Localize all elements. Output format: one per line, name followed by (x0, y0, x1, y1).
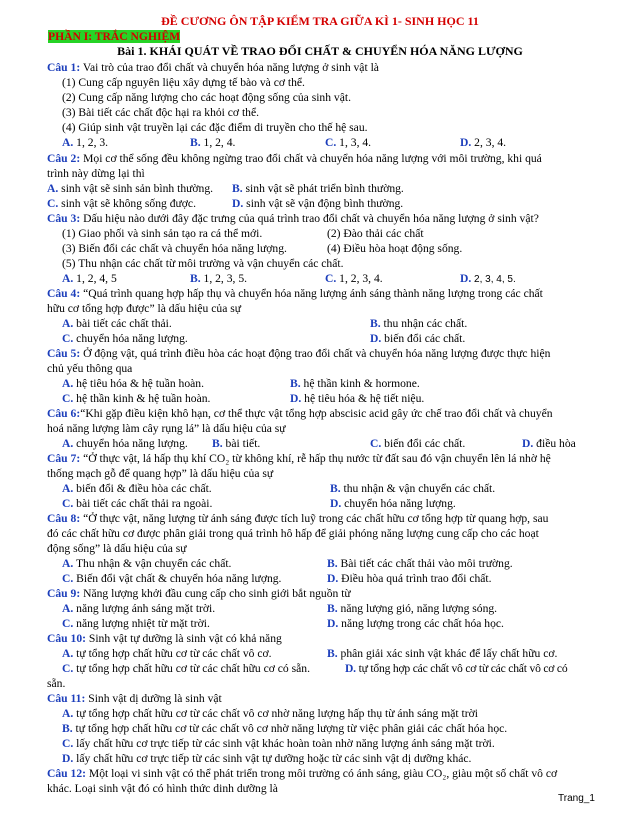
q9-option-b[interactable]: B. năng lượng gió, năng lượng sóng. (327, 602, 498, 615)
q2-option-a[interactable]: A. sinh vật sẽ sinh sản bình thường. (47, 182, 214, 195)
q8-option-a[interactable]: A. Thu nhận & vận chuyển các chất. (62, 557, 232, 570)
question-8-cont: đó các chất hữu cơ được phân giải trong quá trình hô hấp để giải phóng năng lượng cung cấp cho các hoạt (47, 527, 539, 540)
q6-option-d[interactable]: D. điều hòa (522, 437, 576, 450)
q2-option-c[interactable]: C. sinh vật sẽ không sống được. (47, 197, 196, 210)
q3-item-1: (1) Giao phối và sinh sản tạo ra cá thể mới. (62, 227, 263, 240)
q1-item-2: (2) Cung cấp năng lượng cho các hoạt động sống của sinh vật. (62, 91, 351, 104)
q8-option-c[interactable]: C. Biến đổi vật chất & chuyển hóa năng lượng. (62, 572, 282, 585)
question-10: Câu 10: Sinh vật tự dưỡng là sinh vật có khả năng (47, 632, 282, 645)
q6-option-c[interactable]: C. biến đổi các chất. (370, 437, 466, 450)
q1-option-c[interactable]: C. 1, 3, 4. (325, 136, 372, 149)
question-5: Câu 5: Ở động vật, quá trình điều hòa các hoạt động trao đổi chất và chuyển hóa năng lượng được thực hiện (47, 347, 551, 360)
q4-option-c[interactable]: C. chuyển hóa năng lượng. (62, 332, 188, 345)
q1-option-a[interactable]: A. 1, 2, 3. (62, 136, 109, 149)
q11-option-c[interactable]: C. lấy chất hữu cơ trực tiếp từ các sinh vật khác hoàn toàn nhờ năng lượng ánh sáng mặt trời. (62, 737, 495, 750)
q9-option-a[interactable]: A. năng lượng ánh sáng mặt trời. (62, 602, 216, 615)
q3-item-3: (3) Biến đổi các chất và chuyển hóa năng lượng. (62, 242, 287, 255)
q10-option-c[interactable]: C. tự tổng hợp chất hữu cơ từ các chất hữu cơ có sẵn. (62, 662, 310, 675)
lesson-title: Bài 1. KHÁI QUÁT VỀ TRAO ĐỔI CHẤT & CHUYỂN HÓA NĂNG LƯỢNG (117, 44, 523, 58)
question-3: Câu 3: Dấu hiệu nào dưới đây đặc trưng của quá trình trao đổi chất và chuyển hóa năng lượng ở sinh vật? (47, 212, 539, 225)
question-8-cont-2: động sống” là dấu hiệu của sự (47, 542, 187, 555)
q7-option-d[interactable]: D. chuyển hóa năng lượng. (330, 497, 456, 510)
q5-option-a[interactable]: A. hệ tiêu hóa & hệ tuần hoàn. (62, 377, 204, 390)
q9-option-d[interactable]: D. năng lượng trong các chất hóa học. (327, 617, 504, 630)
question-4-cont: hữu cơ tổng hợp được” là dấu hiệu của sự (47, 302, 242, 315)
q11-option-b[interactable]: B. tự tổng hợp chất hữu cơ từ các chất vô cơ nhờ năng lượng từ việc phân giải các chất hóa học. (62, 722, 508, 735)
question-1: Câu 1: Vai trò của trao đổi chất và chuyển hóa năng lượng ở sinh vật là (47, 61, 379, 74)
q5-option-d[interactable]: D. hệ tiêu hóa & hệ tiết niệu. (290, 392, 425, 405)
q1-item-3: (3) Bài tiết các chất độc hại ra khỏi cơ thể. (62, 106, 260, 119)
q8-option-b[interactable]: B. Bài tiết các chất thải vào môi trường. (327, 557, 513, 570)
q7-option-a[interactable]: A. biến đổi & điều hòa các chất. (62, 482, 212, 495)
q3-option-a[interactable]: A. 1, 2, 4, 5 (62, 272, 117, 285)
q4-option-b[interactable]: B. thu nhận các chất. (370, 317, 468, 330)
question-6: Câu 6:“Khi gặp điều kiện khô hạn, cơ thể thực vật tổng hợp abscisic acid gây ức chế trao đổi chất và chuyển (47, 407, 553, 420)
page-number: Trang_1 (558, 793, 595, 804)
question-7: Câu 7: “Ở thực vật, lá hấp thụ khí CO₂ từ không khí, rễ hấp thụ nước từ đất sau đó vận chuyển lên lá nhờ hệ (47, 452, 551, 465)
question-9: Câu 9: Năng lượng khởi đầu cung cấp cho sinh giới bắt nguồn từ (47, 587, 351, 600)
q1-option-d[interactable]: D. 2, 3, 4. (460, 136, 507, 149)
question-6-cont: hoá năng lượng làm cây rụng lá” là dấu hiệu của sự (47, 422, 286, 435)
question-11: Câu 11: Sinh vật dị dưỡng là sinh vật (47, 692, 222, 705)
q3-item-5: (5) Thu nhận các chất từ môi trường và vận chuyển các chất. (62, 257, 344, 270)
question-8: Câu 8: “Ở thực vật, năng lượng từ ánh sáng được tích luỹ trong các chất hữu cơ tổng hợp từ quang hợp, sau (47, 512, 549, 525)
question-5-cont: chủ yếu thông qua (47, 362, 133, 375)
question-4: Câu 4: “Quá trình quang hợp hấp thụ và chuyển hóa năng lượng ánh sáng thành năng lượng trong các chất (47, 287, 543, 300)
q5-option-b[interactable]: B. hệ thần kinh & hormone. (290, 377, 420, 390)
q9-option-c[interactable]: C. năng lượng nhiệt từ mặt trời. (62, 617, 210, 630)
q3-item-4: (4) Điều hòa hoạt động sống. (327, 242, 463, 255)
q7-option-c[interactable]: C. bài tiết các chất thải ra ngoài. (62, 497, 213, 510)
q1-item-4: (4) Giúp sinh vật truyền lại các đặc điểm di truyền cho thế hệ sau. (62, 121, 368, 134)
q10-option-d-wrap: sẵn. (47, 677, 66, 690)
question-2: Câu 2: Mọi cơ thể sống đều không ngừng trao đổi chất và chuyển hóa năng lượng với môi trường, khi quá (47, 152, 542, 165)
q4-option-d[interactable]: D. biến đổi các chất. (370, 332, 466, 345)
question-2-cont: trình này dừng lại thì (47, 167, 145, 180)
q3-option-d[interactable]: D. 2, 3, 4, 5. (460, 272, 516, 285)
question-7-cont: thống mạch gỗ để quang hợp” là dấu hiệu của sự (47, 467, 274, 480)
q6-option-a[interactable]: A. chuyển hóa năng lượng. (62, 437, 188, 450)
q3-item-2: (2) Đào thải các chất (327, 227, 424, 240)
question-12: Câu 12: Một loại vi sinh vật có thể phát triển trong môi trường có ánh sáng, giàu CO₂, giàu một số chất vô cơ (47, 767, 558, 780)
q2-option-b[interactable]: B. sinh vật sẽ phát triển bình thường. (232, 182, 404, 195)
document-title: ĐỀ CƯƠNG ÔN TẬP KIỂM TRA GIỮA KÌ 1- SINH HỌC 11 (161, 14, 479, 28)
q11-option-a[interactable]: A. tự tổng hợp chất hữu cơ từ các chất vô cơ nhờ năng lượng hấp thụ từ ánh sáng mặt trời (62, 707, 478, 720)
q4-option-a[interactable]: A. bài tiết các chất thải. (62, 317, 172, 330)
q1-item-1: (1) Cung cấp nguyên liệu xây dựng tế bào và cơ thể. (62, 76, 305, 89)
q8-option-d[interactable]: D. Điều hòa quá trình trao đổi chất. (327, 572, 492, 585)
q10-option-d[interactable]: D. tự tổng hợp các chất vô cơ từ các chất vô cơ có (345, 662, 568, 675)
question-12-cont: khác. Loại sinh vật đó có hình thức dinh dưỡng là (47, 782, 278, 795)
q1-option-b[interactable]: B. 1, 2, 4. (190, 136, 236, 149)
q3-option-b[interactable]: B. 1, 2, 3, 5. (190, 272, 248, 285)
part-heading: PHẦN I: TRẮC NGHIỆM (48, 30, 181, 43)
q10-option-b[interactable]: B. phân giải xác sinh vật khác để lấy chất hữu cơ. (327, 647, 558, 660)
q6-option-b[interactable]: B. bài tiết. (212, 437, 261, 450)
q10-option-a[interactable]: A. tự tổng hợp chất hữu cơ từ các chất vô cơ. (62, 647, 272, 660)
q7-option-b[interactable]: B. thu nhận & vận chuyển các chất. (330, 482, 496, 495)
q3-option-c[interactable]: C. 1, 2, 3, 4. (325, 272, 383, 285)
q2-option-d[interactable]: D. sinh vật sẽ vận động bình thường. (232, 197, 404, 210)
q5-option-c[interactable]: C. hệ thần kinh & hệ tuần hoàn. (62, 392, 211, 405)
q11-option-d[interactable]: D. lấy chất hữu cơ trực tiếp từ các sinh vật tự dưỡng hoặc từ các sinh vật dị dưỡng khác. (62, 752, 472, 765)
